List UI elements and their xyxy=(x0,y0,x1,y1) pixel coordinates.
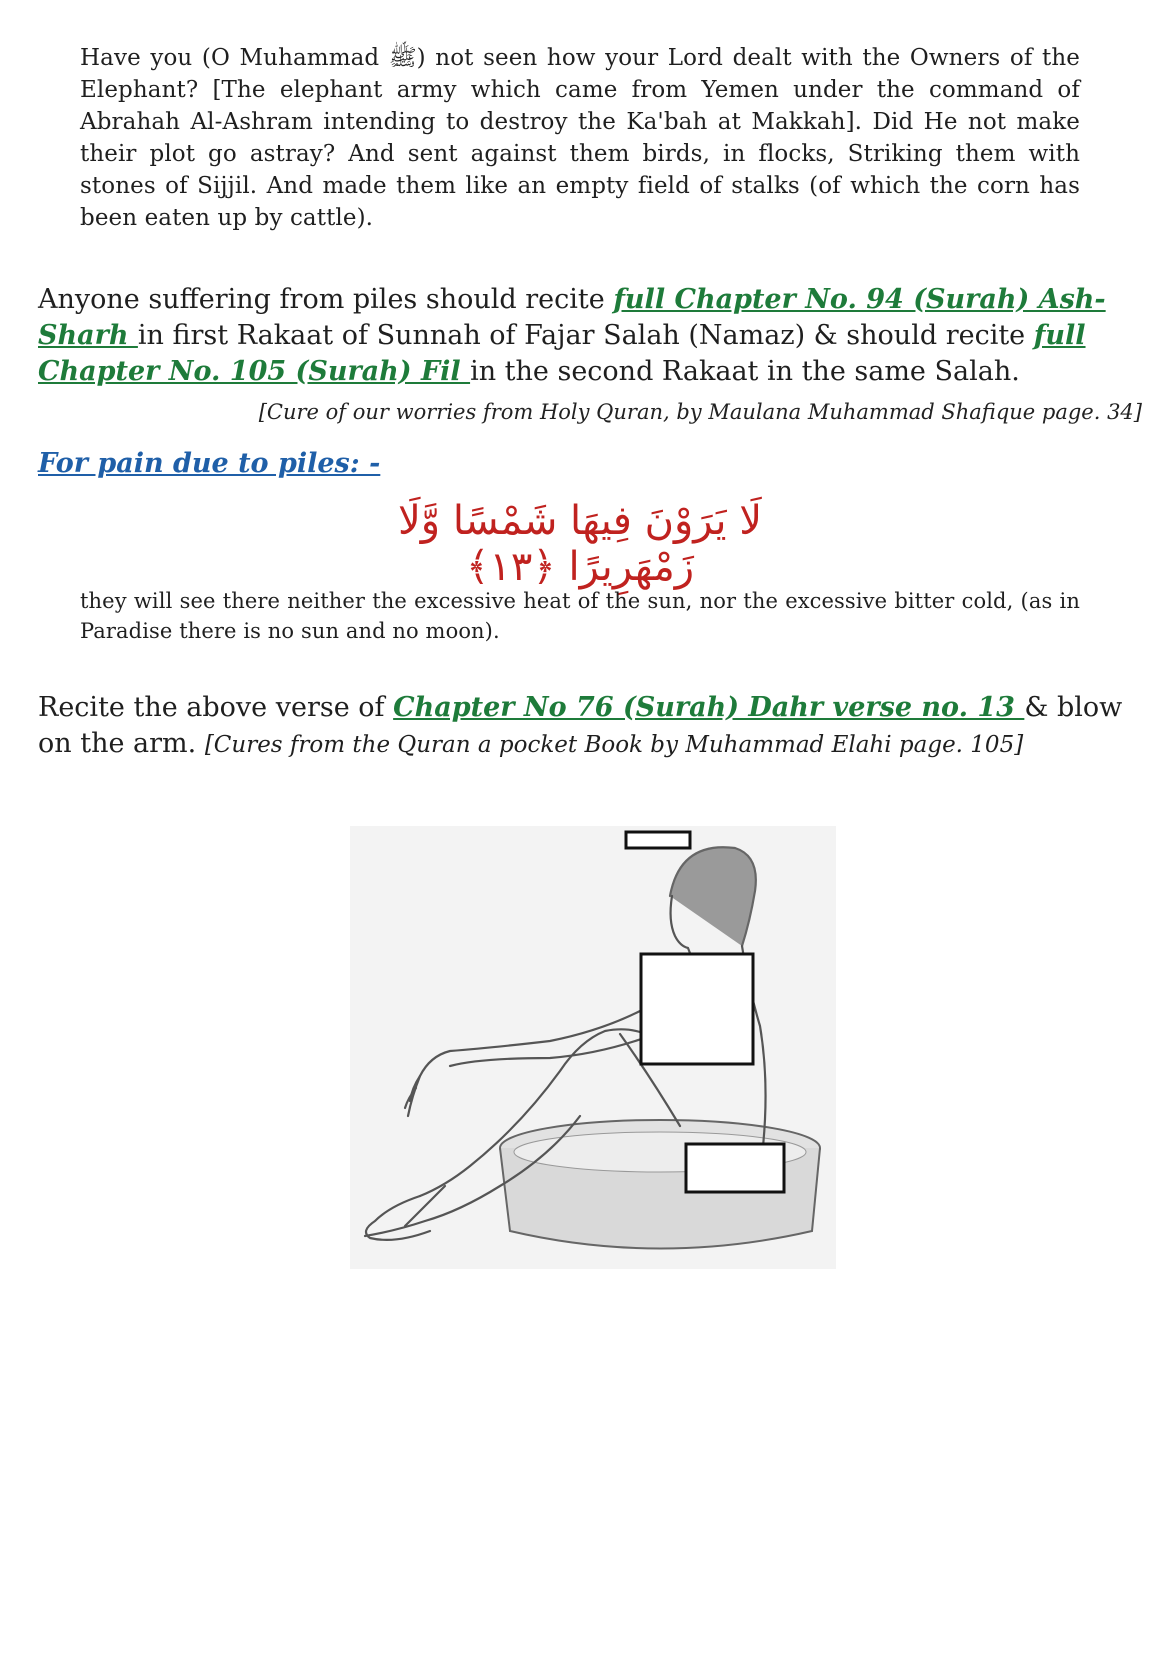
recite-text-1: Recite the above verse of xyxy=(38,692,394,723)
reference-elahi: [Cures from the Quran a pocket Book by Muhammad Elahi page. 105] xyxy=(204,732,1024,758)
chapter-105-link[interactable]: full Chapter No. 105 (Surah) Fil xyxy=(38,320,1086,387)
piles-instruction-text-1: Anyone suffering from piles should recite xyxy=(38,284,614,315)
censor-box-lower xyxy=(686,1144,784,1192)
sitz-bath-illustration xyxy=(350,826,836,1269)
arabic-verse: لَا يَرَوْنَ فِيهَا شَمْسًا وَّلَا زَمْهَرِيرًا ﴿١٣﴾ xyxy=(397,498,763,590)
recite-text-2: & blow on the arm. xyxy=(38,692,1123,759)
elephant-verse-translation: Have you (O Muhammad ﷺ) not seen how your Lord dealt with the Owners of the Elephant? [The elephant army which came from Yemen under the command of Abrahah Al-Ashram intending to destroy the Ka'bah at Makkah]. Did He not make their plot go astray? And sent against them birds, in flocks, Striking them with stones of Sijjil. And made them like an empty field of stalks (of which the corn has been eaten up by cattle). xyxy=(80,45,1080,231)
chapter-94-link[interactable]: full Chapter No. 94 (Surah) Ash-Sharh xyxy=(38,284,1106,351)
censor-box-chest xyxy=(641,954,753,1064)
chapter-76-link[interactable]: Chapter No 76 (Surah) Dahr verse no. 13 xyxy=(393,692,1025,723)
piles-instruction-text-2: in first Rakaat of Sunnah of Fajar Salah (Namaz) & should recite xyxy=(137,320,1034,351)
piles-instruction xyxy=(38,282,1144,390)
sun-verse-translation: they will see there neither the excessive heat of the sun, nor the excessive bitter cold, (as in Paradise there is no sun and no moon). xyxy=(80,589,1080,643)
censor-box-eyes xyxy=(626,832,690,848)
recite-instruction xyxy=(38,690,1144,763)
piles-instruction-text-3: in the second Rakaat in the same Salah. xyxy=(470,356,1020,387)
pain-heading: For pain due to piles: - xyxy=(38,448,381,479)
reference-shafique: [Cure of our worries from Holy Quran, by Maulana Muhammad Shafique page. 34] xyxy=(258,400,1142,424)
